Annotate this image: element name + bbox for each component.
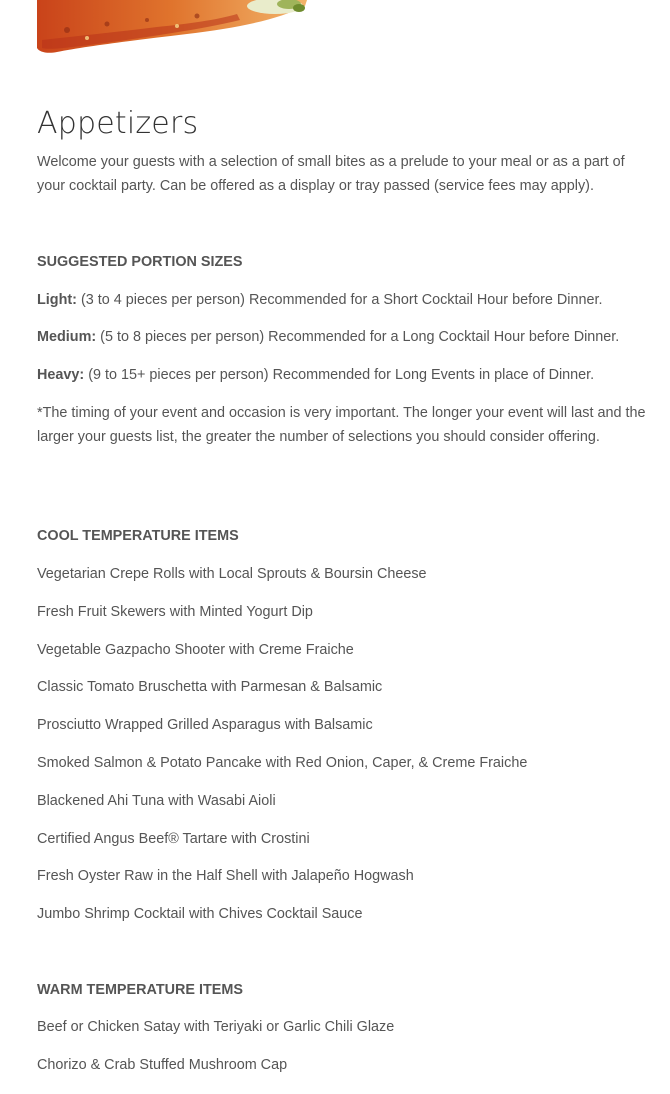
food-photo-graphic: [37, 0, 307, 54]
list-item: Blackened Ahi Tuna with Wasabi Aioli: [37, 793, 276, 809]
portion-medium: [37, 325, 619, 349]
list-item: Fresh Oyster Raw in the Half Shell with Jalapeño Hogwash: [37, 868, 414, 884]
portion-text: (9 to 15+ pieces per person) Recommended for Long Events in place of Dinner.: [84, 367, 595, 383]
list-item: Chorizo & Crab Stuffed Mushroom Cap: [37, 1057, 288, 1073]
portion-label: Light:: [37, 292, 77, 308]
cool-items-heading: COOL TEMPERATURE ITEMS: [37, 528, 239, 544]
hero-food-image: [37, 0, 307, 54]
warm-items-heading: WARM TEMPERATURE ITEMS: [37, 982, 243, 998]
list-item: Jumbo Shrimp Cocktail with Chives Cocktail Sauce: [37, 906, 363, 922]
portion-text: (3 to 4 pieces per person) Recommended for a Short Cocktail Hour before Dinner.: [76, 292, 603, 308]
list-item: Certified Angus Beef® Tartare with Crostini: [37, 831, 310, 847]
portion-text: (5 to 8 pieces per person) Recommended for a Long Cocktail Hour before Dinner.: [96, 329, 620, 345]
list-item: Classic Tomato Bruschetta with Parmesan & Balsamic: [37, 679, 383, 695]
portion-label: Heavy:: [37, 367, 85, 383]
list-item: Vegetable Gazpacho Shooter with Creme Fraiche: [37, 642, 354, 658]
list-item: Smoked Salmon & Potato Pancake with Red Onion, Caper, & Creme Fraiche: [37, 755, 528, 771]
list-item: Vegetarian Crepe Rolls with Local Sprouts & Boursin Cheese: [37, 566, 427, 582]
page-title: Appetizers: [37, 106, 199, 141]
intro-paragraph: Welcome your guests with a selection of small bites as a prelude to your meal or as a part of your cocktail party. Can be offered as a display or tray passed (service fees may apply).: [37, 154, 625, 194]
timing-note: *The timing of your event and occasion is very important. The longer your event will last and the larger your guests list, the greater the number of selections you should consider offering.: [37, 405, 646, 445]
portion-sizes-heading: SUGGESTED PORTION SIZES: [37, 254, 243, 270]
portion-label: Medium:: [37, 329, 97, 345]
portion-heavy: [37, 363, 594, 387]
list-item: Fresh Fruit Skewers with Minted Yogurt Dip: [37, 604, 313, 620]
list-item: Beef or Chicken Satay with Teriyaki or Garlic Chili Glaze: [37, 1019, 395, 1035]
portion-light: [37, 288, 603, 312]
list-item: Prosciutto Wrapped Grilled Asparagus with Balsamic: [37, 717, 373, 733]
